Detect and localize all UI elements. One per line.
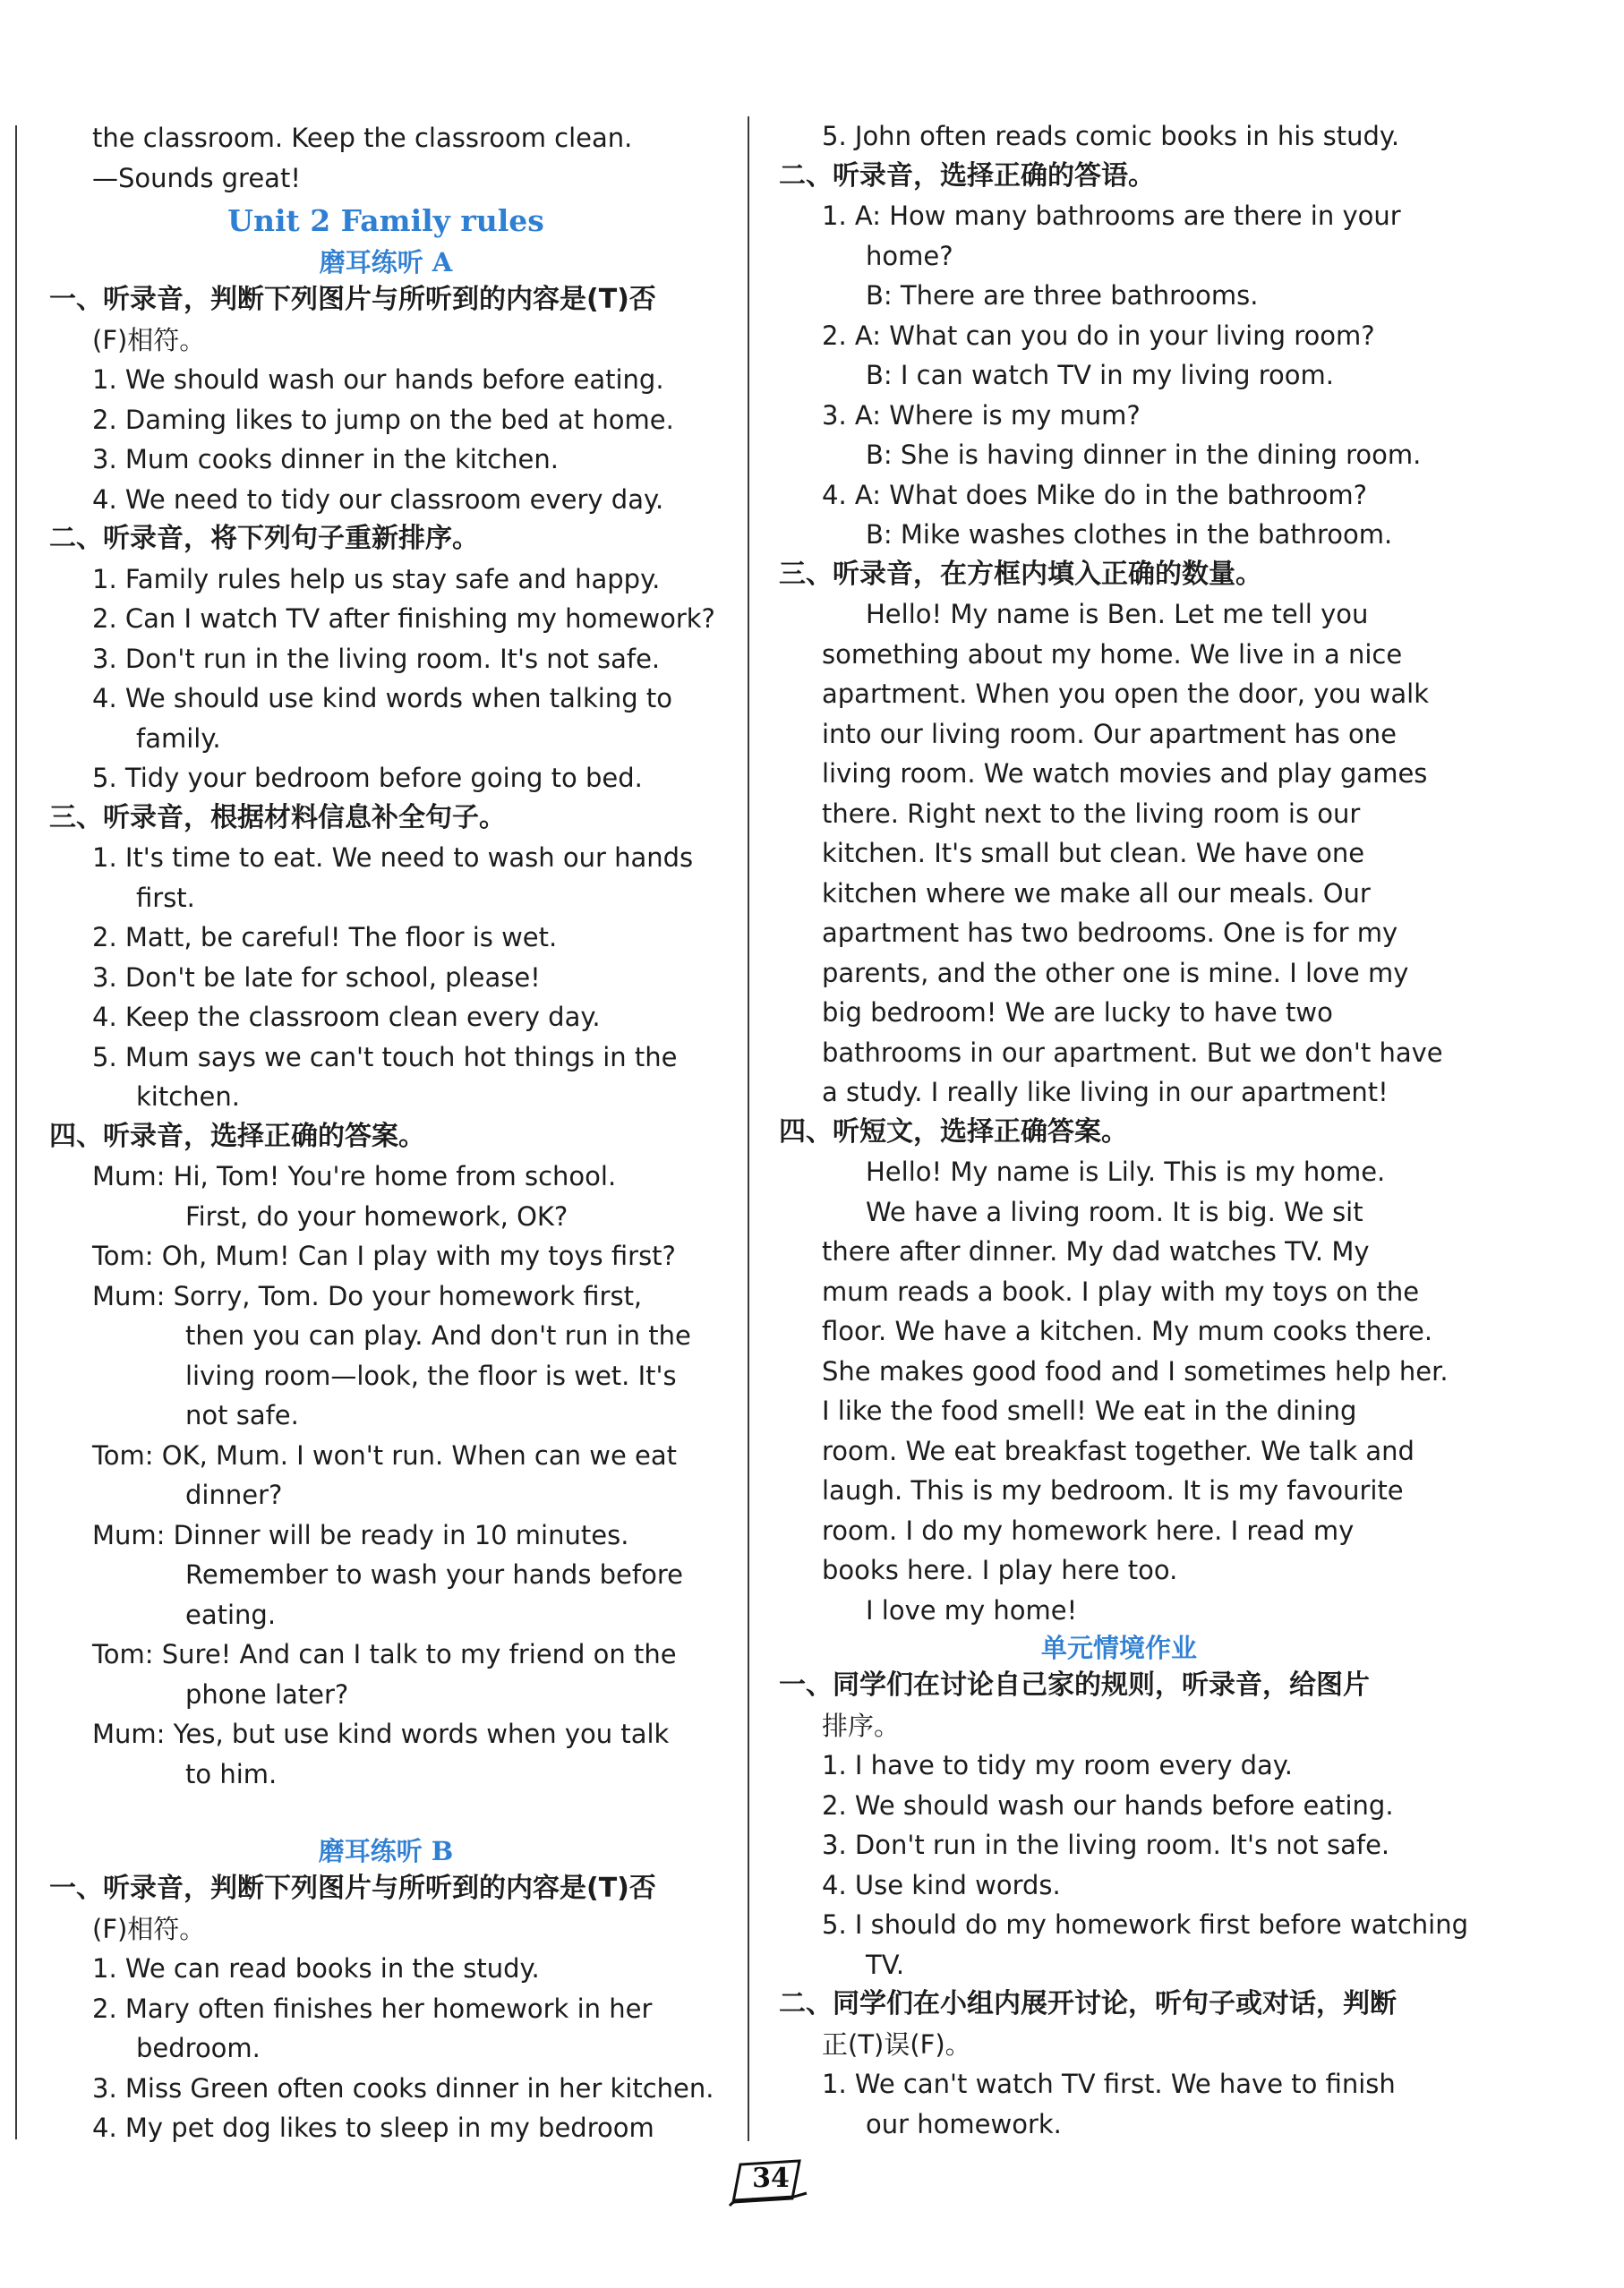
text-line: then you can play. And don't run in the [185, 1320, 691, 1351]
section-heading: 四、听录音，选择正确的答案。 [49, 1120, 425, 1152]
text-line: living room—look, the floor is wet. It's [185, 1360, 677, 1391]
text-line: 1. I have to tidy my room every day. [822, 1750, 1294, 1780]
text-line: kitchen where we make all our meals. Our [822, 877, 1371, 909]
text-line: She makes good food and I sometimes help her. [822, 1355, 1449, 1387]
text-line: there after dinner. My dad watches TV. My [822, 1236, 1370, 1267]
text-line: 2. Mary often finishes her homework in her [92, 1993, 653, 2024]
text-line: floor. We have a kitchen. My mum cooks there. [822, 1316, 1433, 1346]
text-line: bathrooms in our apartment. But we don't have [822, 1037, 1443, 1068]
text-line: 2. Can I watch TV after finishing my homework? [92, 603, 715, 634]
text-line: dinner? [185, 1480, 283, 1510]
text-line: 5. I should do my homework first before watching [822, 1909, 1469, 1940]
section-heading: 三、听录音，根据材料信息补全句子。 [49, 801, 506, 833]
text-line: 3. Don't be late for school, please! [92, 961, 541, 993]
text-line: 4. We need to tidy our classroom every day. [92, 483, 664, 515]
text-line: 5. Mum says we can't touch hot things in the [92, 1041, 678, 1072]
text-line: (F)相符。 [92, 1913, 206, 1944]
text-line: We have a living room. It is big. We sit [866, 1196, 1363, 1227]
text-line: laugh. This is my bedroom. It is my favourite [822, 1475, 1404, 1506]
section-subtitle: 磨耳练听 A [319, 247, 453, 277]
text-line: phone later? [185, 1678, 349, 1710]
text-line: Remember to wash your hands before [185, 1559, 683, 1590]
text-line: B: I can watch TV in my living room. [866, 360, 1335, 390]
text-line: home? [866, 240, 953, 271]
text-line: Tom: Sure! And can I talk to my friend on the [92, 1639, 677, 1669]
text-line: bedroom. [136, 2033, 261, 2063]
text-line: 4. Keep the classroom clean every day. [92, 1002, 601, 1032]
text-line: living room. We watch movies and play games [822, 758, 1428, 789]
text-line: room. I do my homework here. I read my [822, 1515, 1355, 1546]
left-column [49, 118, 722, 2148]
text-line: 正(T)误(F)。 [822, 2028, 971, 2060]
text-line: 3. Miss Green often cooks dinner in her kitchen. [92, 2072, 714, 2104]
text-line: Tom: Oh, Mum! Can I play with my toys first? [92, 1241, 676, 1271]
section-heading: 一、同学们在讨论自己家的规则，听录音，给图片 [779, 1669, 1370, 1701]
text-line: 2. We should wash our hands before eating. [822, 1789, 1394, 1821]
text-line: 1. We can't watch TV first. We have to finish [822, 2069, 1396, 2099]
text-line: (F)相符。 [92, 324, 206, 355]
text-line: 3. Don't run in the living room. It's not safe. [822, 1830, 1390, 1860]
text-line: 4. A: What does Mike do in the bathroom? [822, 479, 1368, 510]
text-line: 1. We can read books in the study. [92, 1953, 540, 1984]
left-edge-rule [15, 125, 17, 2139]
text-line: 2. A: What can you do in your living room? [822, 320, 1375, 351]
text-line: Mum: Yes, but use kind words when you talk [92, 1719, 670, 1749]
text-line: first. [136, 882, 195, 913]
text-line: room. We eat breakfast together. We talk and [822, 1435, 1415, 1466]
unit-title: Unit 2 Family rules [227, 203, 544, 238]
text-line: 1. It's time to eat. We need to wash our hands [92, 842, 694, 873]
text-line: eating. [185, 1599, 277, 1630]
text-line: 4. Use kind words. [822, 1869, 1061, 1900]
text-line: 1. A: How many bathrooms are there in your [822, 201, 1401, 231]
text-line: Mum: Sorry, Tom. Do your homework first, [92, 1280, 643, 1311]
text-line: into our living room. Our apartment has one [822, 718, 1397, 749]
text-line: 1. We should wash our hands before eating. [92, 364, 664, 395]
section-subtitle: 磨耳练听 B [318, 1836, 454, 1866]
right-column [779, 116, 1469, 2144]
text-line: 4. We should use kind words when talking to [92, 683, 672, 713]
text-line: a study. I really like living in our apartment! [822, 1077, 1389, 1107]
column-divider [748, 116, 749, 2141]
text-line: something about my home. We live in a nice [822, 638, 1403, 670]
text-line: family. [136, 722, 221, 754]
text-line: Hello! My name is Ben. Let me tell you [866, 599, 1369, 629]
text-line: —Sounds great! [92, 162, 301, 193]
section-heading: 二、听录音，将下列句子重新排序。 [49, 523, 479, 554]
text-line: 3. Mum cooks dinner in the kitchen. [92, 444, 559, 474]
text-line: I like the food smell! We eat in the dining [822, 1396, 1357, 1426]
text-line: there. Right next to the living room is our [822, 798, 1361, 829]
text-line: 4. My pet dog likes to sleep in my bedroom [92, 2113, 654, 2143]
section-subtitle: 单元情境作业 [1040, 1633, 1197, 1663]
text-line: 排序。 [822, 1710, 901, 1741]
section-heading: 一、听录音，判断下列图片与所听到的内容是(T)否 [49, 1873, 656, 1904]
text-line: Hello! My name is Lily. This is my home. [866, 1157, 1386, 1187]
text-line: First, do your homework, OK? [185, 1200, 568, 1232]
text-line: apartment. When you open the door, you walk [822, 679, 1430, 709]
text-line: big bedroom! We are lucky to have two [822, 997, 1333, 1028]
spacer [49, 1794, 722, 1833]
text-line: books here. I play here too. [822, 1555, 1178, 1585]
text-line: kitchen. It's small but clean. We have one [822, 838, 1365, 868]
text-line: apartment has two bedrooms. One is for my [822, 918, 1398, 948]
text-line: parents, and the other one is mine. I love my [822, 957, 1409, 988]
text-line: I love my home! [866, 1594, 1078, 1626]
text-line: B: There are three bathrooms. [866, 280, 1259, 311]
text-line: Tom: OK, Mum. I won't run. When can we eat [92, 1439, 677, 1471]
text-line: kitchen. [136, 1081, 240, 1112]
text-line: 2. Daming likes to jump on the bed at home. [92, 404, 674, 435]
text-line: TV. [866, 1949, 905, 1980]
section-heading: 三、听录音，在方框内填入正确的数量。 [779, 558, 1262, 590]
text-line: 1. Family rules help us stay safe and happy. [92, 563, 661, 594]
section-heading: 四、听短文，选择正确答案。 [779, 1115, 1128, 1148]
text-line: Mum: Hi, Tom! You're home from school. [92, 1161, 617, 1191]
section-heading: 二、听录音，选择正确的答语。 [779, 159, 1155, 192]
text-line: 3. Don't run in the living room. It's not safe. [92, 643, 661, 674]
text-line: 3. A: Where is my mum? [822, 399, 1141, 431]
page-number: 34 [752, 2163, 790, 2194]
section-heading: 二、同学们在小组内展开讨论，听句子或对话，判断 [779, 1988, 1397, 2019]
text-line: our homework. [866, 2108, 1062, 2139]
text-line: B: Mike washes clothes in the bathroom. [866, 519, 1393, 550]
text-line: mum reads a book. I play with my toys on the [822, 1276, 1420, 1307]
text-line: to him. [185, 1758, 278, 1789]
text-line: the classroom. Keep the classroom clean. [92, 123, 633, 153]
section-heading: 一、听录音，判断下列图片与所听到的内容是(T)否 [49, 284, 656, 315]
text-line: not safe. [185, 1400, 299, 1430]
text-line: Mum: Dinner will be ready in 10 minutes. [92, 1519, 629, 1550]
text-line: 5. John often reads comic books in his study. [822, 121, 1400, 151]
text-line: 5. Tidy your bedroom before going to bed. [92, 763, 643, 793]
text-line: B: She is having dinner in the dining room. [866, 440, 1422, 470]
text-line: 2. Matt, be careful! The floor is wet. [92, 922, 558, 952]
page-number-badge [726, 2157, 811, 2207]
